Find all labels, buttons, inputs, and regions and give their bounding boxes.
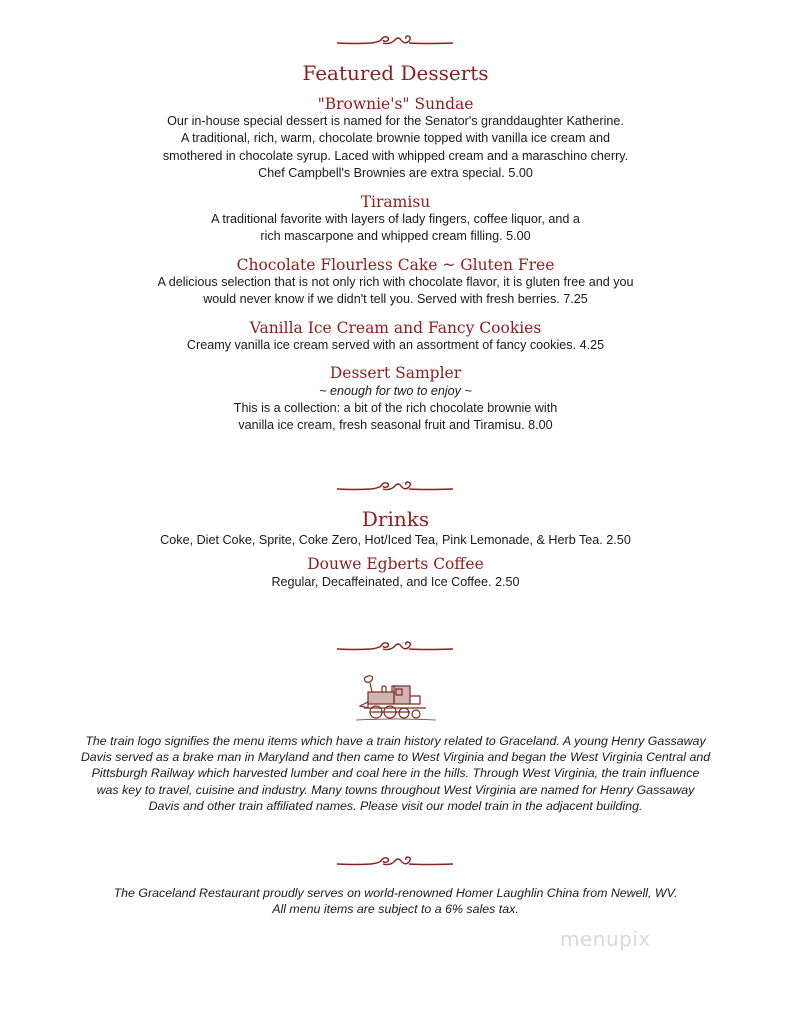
- flourish-divider-icon: [335, 638, 455, 658]
- dessert-item-description: This is a collection: a bit of the rich chocolate brownie with vanilla ice cream, fresh seasonal fruit and Tiramisu. 8.00: [233, 401, 558, 433]
- drinks-list: Coke, Diet Coke, Sprite, Coke Zero, Hot/Iced Tea, Pink Lemonade, & Herb Tea. 2.50: [160, 533, 631, 547]
- train-icon: [356, 674, 436, 724]
- menupix-watermark: menupix: [560, 927, 651, 951]
- desserts-title: Featured Desserts: [302, 61, 489, 85]
- dessert-item-title: Chocolate Flourless Cake ~ Gluten Free: [236, 256, 555, 274]
- flourish-divider-icon: [335, 853, 455, 873]
- dessert-item-title: "Brownie's" Sundae: [317, 95, 474, 113]
- train-history-note: The train logo signifies the menu items which have a train history related to Graceland. A young Henry Gassaway Davis served as a brake man in Maryland and then came to West Virginia and began the West Virginia Central and Pittsburgh Railway which harvested lumber and coal here in the hills. Through West Virginia, the train influence was key to travel, cuisine and industry. Many towns throughout West Virginia are named for Henry Gassaway Davis and other train affiliated names. Please visit our model train in the adjacent building.: [80, 734, 711, 813]
- dessert-item-description: A traditional favorite with layers of lady fingers, coffee liquor, and a rich mascarpone and whipped cream filling. 5.00: [211, 212, 580, 244]
- coffee-description: Regular, Decaffeinated, and Ice Coffee. 2.50: [271, 575, 520, 589]
- flourish-divider-icon: [335, 32, 455, 52]
- dessert-item-title: Dessert Sampler: [329, 364, 462, 382]
- dessert-item-description: A delicious selection that is not only rich with chocolate flavor, it is gluten free and you would never know if we didn't tell you. Served with fresh berries. 7.25: [157, 275, 634, 307]
- dessert-item-description: Our in-house special dessert is named for the Senator's granddaughter Katherine. A traditional, rich, warm, chocolate brownie topped with vanilla ice cream and smothered in chocolate syrup. Laced with whipped cream and a maraschino cherry. Chef Campbell's Brownies are extra special. 5.00: [162, 114, 629, 181]
- flourish-divider-icon: [335, 478, 455, 498]
- dessert-item-title: Tiramisu: [360, 193, 431, 211]
- drinks-title: Drinks: [361, 507, 430, 531]
- coffee-title: Douwe Egberts Coffee: [307, 555, 484, 573]
- dessert-item-subtitle: ~ enough for two to enjoy ~: [319, 384, 472, 398]
- dessert-item-description: Creamy vanilla ice cream served with an assortment of fancy cookies. 4.25: [186, 338, 605, 352]
- dessert-item-title: Vanilla Ice Cream and Fancy Cookies: [249, 319, 542, 337]
- footer-note: The Graceland Restaurant proudly serves on world-renowned Homer Laughlin China from Newell, WV. All menu items are subject to a 6% sales tax.: [113, 886, 678, 916]
